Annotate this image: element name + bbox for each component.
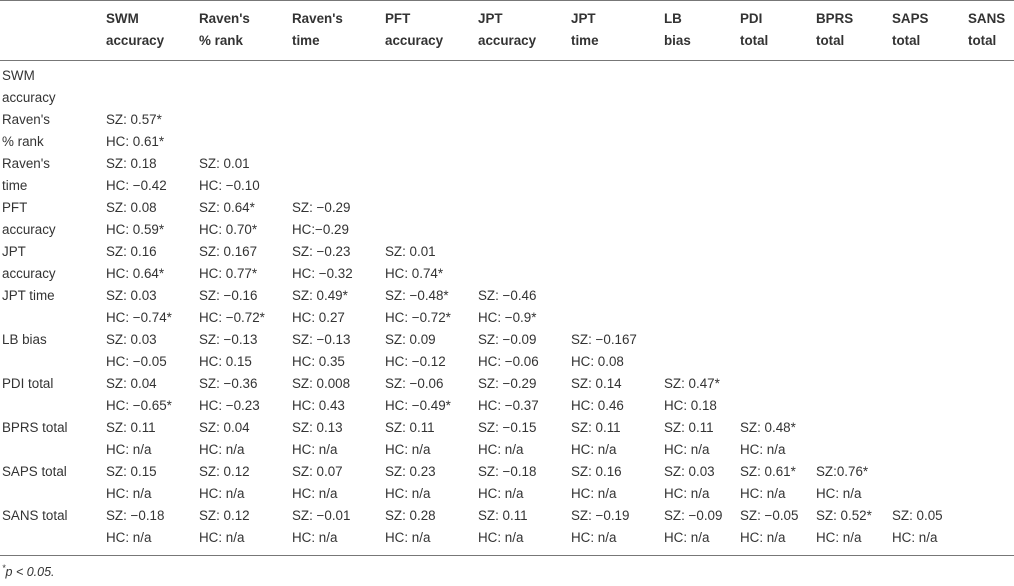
correlation-cell: SZ: 0.12 HC: n/a	[199, 464, 250, 501]
row-label: Raven's % rank	[2, 112, 50, 149]
table-row	[0, 461, 1014, 505]
empty-cell	[734, 285, 810, 329]
row-label: JPT time	[2, 288, 55, 303]
empty-cell	[286, 61, 379, 110]
correlation-cell: SZ: 0.03 HC: −0.74*	[106, 288, 172, 325]
empty-cell	[962, 109, 1014, 153]
column-header: PFT accuracy	[385, 11, 444, 48]
correlation-cell: SZ: 0.11 HC: n/a	[664, 420, 714, 457]
empty-cell	[734, 241, 810, 285]
correlation-cell: SZ: −0.46 HC: −0.9*	[478, 288, 537, 325]
empty-cell	[810, 109, 886, 153]
column-header: LB bias	[664, 11, 691, 48]
footnote-marker: *	[2, 563, 6, 573]
empty-cell	[658, 109, 734, 153]
empty-cell	[810, 285, 886, 329]
correlation-cell: SZ: −0.19 HC: n/a	[571, 508, 630, 545]
correlation-cell: SZ: 0.16 HC: n/a	[571, 464, 622, 501]
header-row	[0, 1, 1014, 61]
correlation-cell: SZ: 0.008 HC: 0.43	[292, 376, 351, 413]
correlation-cell: SZ: 0.28 HC: n/a	[385, 508, 436, 545]
correlation-cell: SZ: −0.23 HC: −0.32	[292, 244, 353, 281]
correlation-cell: SZ: 0.11 HC: n/a	[106, 420, 156, 457]
table-row	[0, 61, 1014, 110]
correlation-cell: SZ: 0.12 HC: n/a	[199, 508, 250, 545]
empty-cell	[962, 285, 1014, 329]
empty-cell	[565, 153, 658, 197]
empty-cell	[379, 109, 472, 153]
correlation-cell: SZ: 0.14 HC: 0.46	[571, 376, 624, 413]
correlation-cell: SZ: −0.05 HC: n/a	[740, 508, 799, 545]
empty-cell	[565, 285, 658, 329]
correlation-cell: SZ: −0.18 HC: n/a	[106, 508, 165, 545]
empty-cell	[286, 153, 379, 197]
correlation-cell: SZ: 0.11 HC: n/a	[385, 420, 435, 457]
table-row	[0, 505, 1014, 556]
correlation-cell: SZ: 0.18 HC: −0.42	[106, 156, 167, 193]
table-row	[0, 285, 1014, 329]
table-row	[0, 241, 1014, 285]
empty-cell	[962, 417, 1014, 461]
empty-cell	[886, 329, 962, 373]
correlation-cell: SZ: −0.01 HC: n/a	[292, 508, 351, 545]
correlation-cell: SZ: 0.47* HC: 0.18	[664, 376, 720, 413]
empty-cell	[734, 61, 810, 110]
empty-cell	[379, 61, 472, 110]
correlation-cell: SZ: 0.48* HC: n/a	[740, 420, 796, 457]
table-header	[0, 1, 1014, 61]
empty-cell	[886, 197, 962, 241]
correlation-cell: SZ: 0.13 HC: n/a	[292, 420, 343, 457]
correlation-cell: SZ: 0.16 HC: 0.64*	[106, 244, 165, 281]
footnote-text: p < 0.05.	[5, 565, 55, 580]
empty-cell	[962, 461, 1014, 505]
empty-cell	[886, 461, 962, 505]
empty-cell	[962, 153, 1014, 197]
table-row	[0, 329, 1014, 373]
correlation-cell: SZ: −0.16 HC: −0.72*	[199, 288, 265, 325]
correlation-cell: SZ: −0.06 HC: −0.49*	[385, 376, 451, 413]
empty-cell	[734, 197, 810, 241]
column-header: SWM accuracy	[106, 11, 165, 48]
empty-cell	[962, 241, 1014, 285]
correlation-cell: SZ: −0.48* HC: −0.72*	[385, 288, 451, 325]
empty-cell	[810, 197, 886, 241]
column-header: PDI total	[740, 11, 769, 48]
row-label: Raven's time	[2, 156, 50, 193]
empty-cell	[886, 417, 962, 461]
correlation-cell: SZ: 0.05 HC: n/a	[892, 508, 943, 545]
correlation-cell: SZ: 0.57* HC: 0.61*	[106, 112, 165, 149]
column-header: Raven's % rank	[199, 11, 250, 48]
empty-cell	[810, 373, 886, 417]
correlation-cell: SZ: −0.29 HC:−0.29	[292, 200, 351, 237]
column-header: BPRS total	[816, 11, 854, 48]
table-row	[0, 373, 1014, 417]
empty-cell	[962, 505, 1014, 556]
correlation-cell: SZ: 0.03 HC: −0.05	[106, 332, 167, 369]
correlation-cell: SZ: −0.09 HC: −0.06	[478, 332, 539, 369]
table-row	[0, 417, 1014, 461]
empty-cell	[962, 61, 1014, 110]
correlation-cell: SZ: 0.52* HC: n/a	[816, 508, 872, 545]
correlation-cell: SZ: 0.11 HC: n/a	[478, 508, 528, 545]
table-row	[0, 197, 1014, 241]
column-header: JPT time	[571, 11, 599, 48]
empty-cell	[286, 109, 379, 153]
correlation-cell: SZ: 0.64* HC: 0.70*	[199, 200, 258, 237]
empty-cell	[962, 197, 1014, 241]
correlation-cell: SZ: 0.09 HC: −0.12	[385, 332, 446, 369]
correlation-cell: SZ: −0.15 HC: n/a	[478, 420, 537, 457]
empty-cell	[472, 61, 565, 110]
correlation-cell: SZ: 0.08 HC: 0.59*	[106, 200, 165, 237]
empty-cell	[379, 153, 472, 197]
column-header: SAPS total	[892, 11, 929, 48]
empty-cell	[734, 109, 810, 153]
header-corner	[0, 1, 100, 61]
correlation-cell: SZ: −0.13 HC: 0.15	[199, 332, 258, 369]
correlation-cell: SZ: −0.18 HC: n/a	[478, 464, 537, 501]
correlation-cell: SZ:0.76* HC: n/a	[816, 464, 869, 501]
row-label: PFT accuracy	[2, 200, 56, 237]
empty-cell	[565, 61, 658, 110]
empty-cell	[886, 153, 962, 197]
empty-cell	[472, 153, 565, 197]
row-label: JPT accuracy	[2, 244, 56, 281]
empty-cell	[379, 197, 472, 241]
empty-cell	[658, 241, 734, 285]
table-row	[0, 153, 1014, 197]
empty-cell	[565, 241, 658, 285]
row-label: SWM accuracy	[2, 68, 56, 105]
correlation-cell: SZ: −0.167 HC: 0.08	[571, 332, 637, 369]
empty-cell	[472, 197, 565, 241]
correlation-cell: SZ: −0.13 HC: 0.35	[292, 332, 351, 369]
correlation-cell: SZ: 0.01 HC: 0.74*	[385, 244, 444, 281]
empty-cell	[658, 329, 734, 373]
empty-cell	[734, 153, 810, 197]
empty-cell	[658, 153, 734, 197]
correlation-cell: SZ: 0.04 HC: n/a	[199, 420, 250, 457]
correlation-cell: SZ: −0.09 HC: n/a	[664, 508, 723, 545]
empty-cell	[100, 61, 193, 110]
row-label: PDI total	[2, 376, 54, 391]
empty-cell	[810, 329, 886, 373]
empty-cell	[810, 241, 886, 285]
empty-cell	[810, 153, 886, 197]
correlation-cell: SZ: 0.11 HC: n/a	[571, 420, 621, 457]
correlation-cell: SZ: 0.04 HC: −0.65*	[106, 376, 172, 413]
empty-cell	[886, 285, 962, 329]
row-label: SAPS total	[2, 464, 67, 479]
empty-cell	[810, 61, 886, 110]
empty-cell	[193, 109, 286, 153]
correlation-cell: SZ: 0.49* HC: 0.27	[292, 288, 348, 325]
empty-cell	[886, 373, 962, 417]
empty-cell	[734, 329, 810, 373]
correlation-cell: SZ: 0.07 HC: n/a	[292, 464, 343, 501]
correlation-cell: SZ: 0.167 HC: 0.77*	[199, 244, 258, 281]
empty-cell	[472, 109, 565, 153]
empty-cell	[962, 373, 1014, 417]
empty-cell	[810, 417, 886, 461]
empty-cell	[565, 109, 658, 153]
table-body	[0, 61, 1014, 556]
correlation-cell: SZ: 0.15 HC: n/a	[106, 464, 157, 501]
table-row	[0, 109, 1014, 153]
footnote	[2, 563, 55, 579]
correlation-cell: SZ: 0.01 HC: −0.10	[199, 156, 260, 193]
empty-cell	[472, 241, 565, 285]
column-header: JPT accuracy	[478, 11, 537, 48]
empty-cell	[658, 61, 734, 110]
empty-cell	[734, 373, 810, 417]
correlation-cell: SZ: −0.36 HC: −0.23	[199, 376, 260, 413]
column-header: Raven's time	[292, 11, 343, 48]
empty-cell	[565, 197, 658, 241]
correlation-cell: SZ: 0.23 HC: n/a	[385, 464, 436, 501]
correlation-cell: SZ: 0.03 HC: n/a	[664, 464, 715, 501]
column-header: SANS total	[968, 11, 1006, 48]
row-label: LB bias	[2, 332, 47, 347]
row-label: BPRS total	[2, 420, 68, 435]
correlation-cell: SZ: 0.61* HC: n/a	[740, 464, 796, 501]
empty-cell	[658, 197, 734, 241]
empty-cell	[962, 329, 1014, 373]
empty-cell	[193, 61, 286, 110]
empty-cell	[886, 241, 962, 285]
empty-cell	[886, 109, 962, 153]
empty-cell	[886, 61, 962, 110]
row-label: SANS total	[2, 508, 68, 523]
correlation-cell: SZ: −0.29 HC: −0.37	[478, 376, 539, 413]
empty-cell	[658, 285, 734, 329]
